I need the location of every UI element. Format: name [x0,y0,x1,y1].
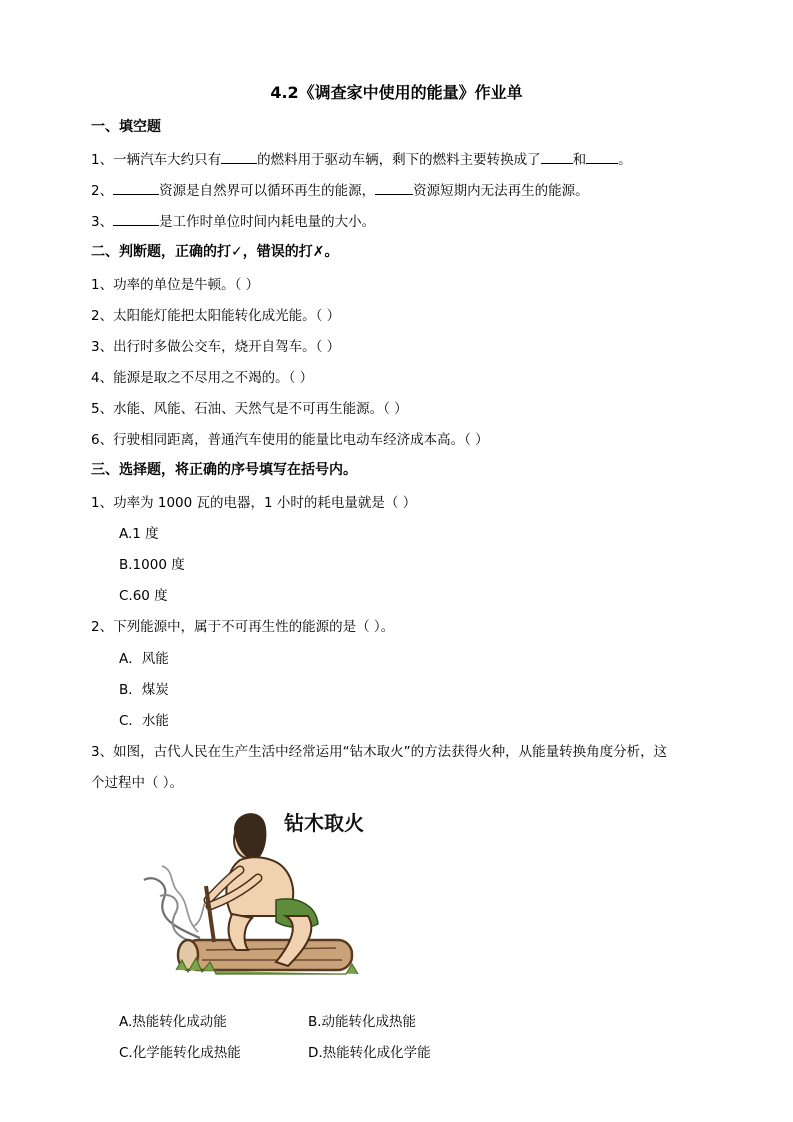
tf-question: 6、行驶相同距离，普通汽车使用的能量比电动车经济成本高。（ ） [91,432,489,448]
mc-option[interactable]: A.热能转化成动能 [119,1014,227,1030]
mc-option[interactable]: B.动能转化成热能 [308,1014,417,1030]
mc-question-3-stem-line2: 个过程中（ ）。 [91,775,184,791]
figure-caption: 钻木取火 [284,811,364,835]
answer-blank[interactable] [375,181,413,195]
fire-drilling-illustration [136,800,378,988]
mc-option[interactable]: D.热能转化成化学能 [308,1045,431,1061]
tf-question: 1、功率的单位是牛顿。（ ） [91,277,260,293]
tf-question: 4、能源是取之不尽用之不竭的。（ ） [91,370,314,386]
answer-blank[interactable] [113,181,159,195]
mc-question-1-stem: 1、功率为 1000 瓦的电器，1 小时的耗电量就是（ ） [91,495,417,511]
mc-option[interactable]: C.化学能转化成热能 [119,1045,241,1061]
mc-question-2-stem: 2、下列能源中，属于不可再生性的能源的是（ ）。 [91,619,395,635]
section-multiple-choice-heading: 三、选择题，将正确的序号填写在括号内。 [91,462,357,478]
mc-option[interactable]: A．风能 [119,651,169,667]
answer-blank[interactable] [586,150,618,164]
mc-option[interactable]: B．煤炭 [119,682,169,698]
mc-question-3-stem-line1: 3、如图，古代人民在生产生活中经常运用“钻木取火”的方法获得火种，从能量转换角度分析，这 [91,744,668,760]
fill-q1-part-c: 和 [572,152,587,168]
mc-option[interactable]: C．水能 [119,713,169,729]
answer-blank[interactable] [541,150,573,164]
fill-q2-part-b: 资源是自然界可以循环再生的能源， [159,183,376,199]
answer-blank[interactable] [221,150,257,164]
fill-q3-part-b: 是工作时单位时间内耗电量的大小。 [159,214,376,230]
fill-q3-part-a: 3、 [91,214,114,230]
mc-option[interactable]: C.60 度 [119,588,168,604]
fill-q1-part-a: 1、一辆汽车大约只有 [91,152,222,168]
section-true-false-heading: 二、判断题，正确的打✓，错误的打✗。 [91,244,339,260]
answer-blank[interactable] [113,212,159,226]
tf-question: 2、太阳能灯能把太阳能转化成光能。（ ） [91,308,341,324]
fill-question-2 [91,179,589,199]
fill-q1-part-b: 的燃料用于驱动车辆，剩下的燃料主要转换成了 [257,152,541,168]
tf-question: 5、水能、风能、石油、天然气是不可再生能源。（ ） [91,401,408,417]
fill-question-1 [91,148,632,168]
mc-option[interactable]: B.1000 度 [119,557,185,573]
fill-q2-part-c: 资源短期内无法再生的能源。 [413,183,589,199]
fill-q2-part-a: 2、 [91,183,114,199]
mc-option[interactable]: A.1 度 [119,526,159,542]
page-title: 4.2《调查家中使用的能量》作业单 [270,83,523,102]
section-fill-blank-heading: 一、填空题 [91,119,161,135]
tf-question: 3、出行时多做公交车，烧开自驾车。（ ） [91,339,341,355]
fill-q1-part-d: 。 [618,152,632,168]
fill-question-3 [91,210,375,230]
